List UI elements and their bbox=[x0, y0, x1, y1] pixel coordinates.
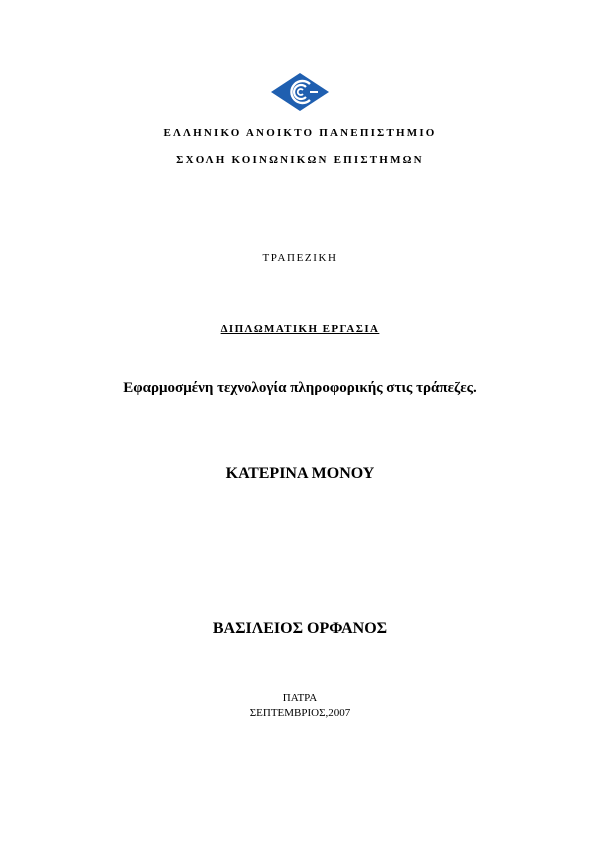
school-name: ΣΧΟΛΗ ΚΟΙΝΩΝΙΚΩΝ ΕΠΙΣΤΗΜΩΝ bbox=[176, 154, 424, 166]
date: ΣΕΠΤΕΜΒΡΙΟΣ,2007 bbox=[249, 707, 351, 719]
thesis-title: Εφαρμοσμένη τεχνολογία πληροφορικής στις τράπεζες. bbox=[123, 380, 477, 396]
university-logo-icon bbox=[270, 72, 330, 112]
supervisor-name: ΒΑΣΙΛΕΙΟΣ ΟΡΦΑΝΟΣ bbox=[212, 620, 388, 637]
thesis-type: ΔΙΠΛΩΜΑΤΙΚΗ ΕΡΓΑΣΙΑ bbox=[220, 323, 380, 335]
university-name: ΕΛΛΗΝΙΚΟ ΑΝΟΙΚΤΟ ΠΑΝΕΠΙΣΤΗΜΙΟ bbox=[163, 127, 437, 139]
city: ΠΑΤΡΑ bbox=[282, 692, 318, 704]
author-name: ΚΑΤΕΡΙΝΑ ΜΟΝΟΥ bbox=[225, 465, 375, 482]
program-name: ΤΡΑΠΕΖΙΚΗ bbox=[262, 252, 338, 264]
